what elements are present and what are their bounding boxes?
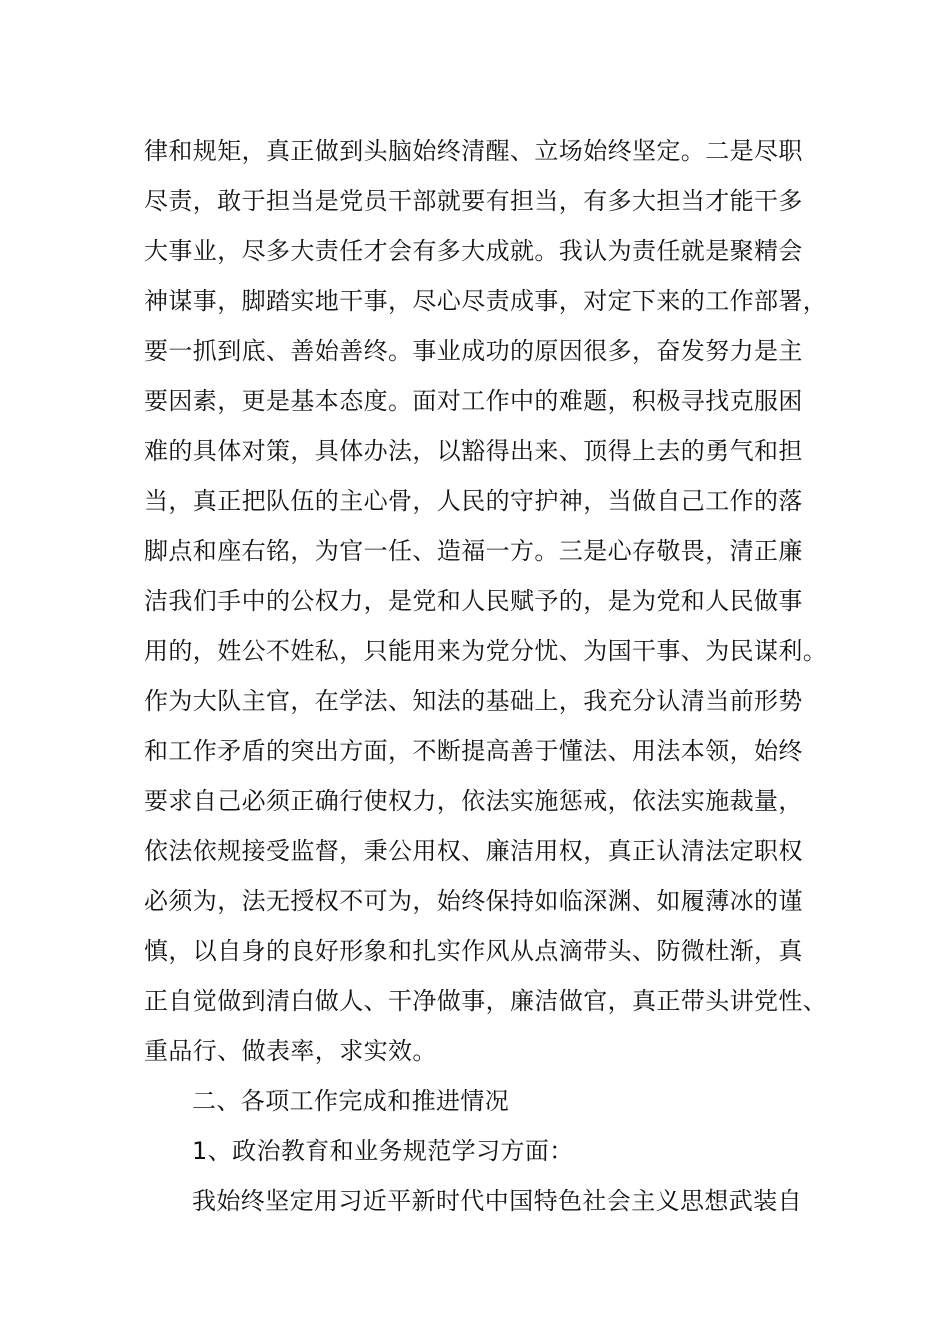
body-text-line: 要求自己必须正确行使权力，依法实施惩戒，依法实施裁量， (144, 787, 803, 815)
body-text-line: 和工作矛盾的突出方面，不断提高善于懂法、用法本领，始终 (144, 737, 803, 765)
body-text-line: 用的，姓公不姓私，只能用来为党分忧、为国干事、为民谋利。 (144, 637, 828, 665)
body-text-line: 神谋事，脚踏实地干事，尽心尽责成事，对定下来的工作部署， (144, 287, 828, 315)
body-text-line: 慎，以自身的良好形象和扎实作风从点滴带头、防微杜渐，真 (144, 937, 803, 965)
body-text-line: 脚点和座右铭，为官一任、造福一方。三是心存敬畏，清正廉 (144, 537, 803, 565)
body-text-line: 重品行、做表率，求实效。 (144, 1037, 437, 1065)
section-heading: 二、各项工作完成和推进情况 (192, 1087, 510, 1115)
body-text-line: 正自觉做到清白做人、干净做事，廉洁做官，真正带头讲党性、 (144, 987, 828, 1015)
body-text-line: 大事业，尽多大责任才会有多大成就。我认为责任就是聚精会 (144, 237, 803, 265)
subsection-heading: 1、政治教育和业务规范学习方面： (192, 1137, 574, 1165)
body-text-line: 作为大队主官，在学法、知法的基础上，我充分认清当前形势 (144, 687, 803, 715)
body-text-line: 当，真正把队伍的主心骨，人民的守护神，当做自己工作的落 (144, 487, 803, 515)
body-text-line: 依法依规接受监督，秉公用权、廉洁用权，真正认清法定职权 (144, 837, 803, 865)
body-text-line: 要一抓到底、善始善终。事业成功的原因很多，奋发努力是主 (144, 337, 803, 365)
body-text-line: 难的具体对策，具体办法，以豁得出来、顶得上去的勇气和担 (144, 437, 803, 465)
body-text-line: 律和规矩，真正做到头脑始终清醒、立场始终坚定。二是尽职 (144, 137, 803, 165)
body-text-line: 要因素，更是基本态度。面对工作中的难题，积极寻找克服困 (144, 387, 803, 415)
body-text-line: 尽责，敢于担当是党员干部就要有担当，有多大担当才能干多 (144, 187, 803, 215)
body-text-line: 必须为，法无授权不可为，始终保持如临深渊、如履薄冰的谨 (144, 887, 803, 915)
body-text-line: 洁我们手中的公权力，是党和人民赋予的，是为党和人民做事 (144, 587, 803, 615)
paragraph-first-line: 我始终坚定用习近平新时代中国特色社会主义思想武装自 (192, 1187, 802, 1215)
